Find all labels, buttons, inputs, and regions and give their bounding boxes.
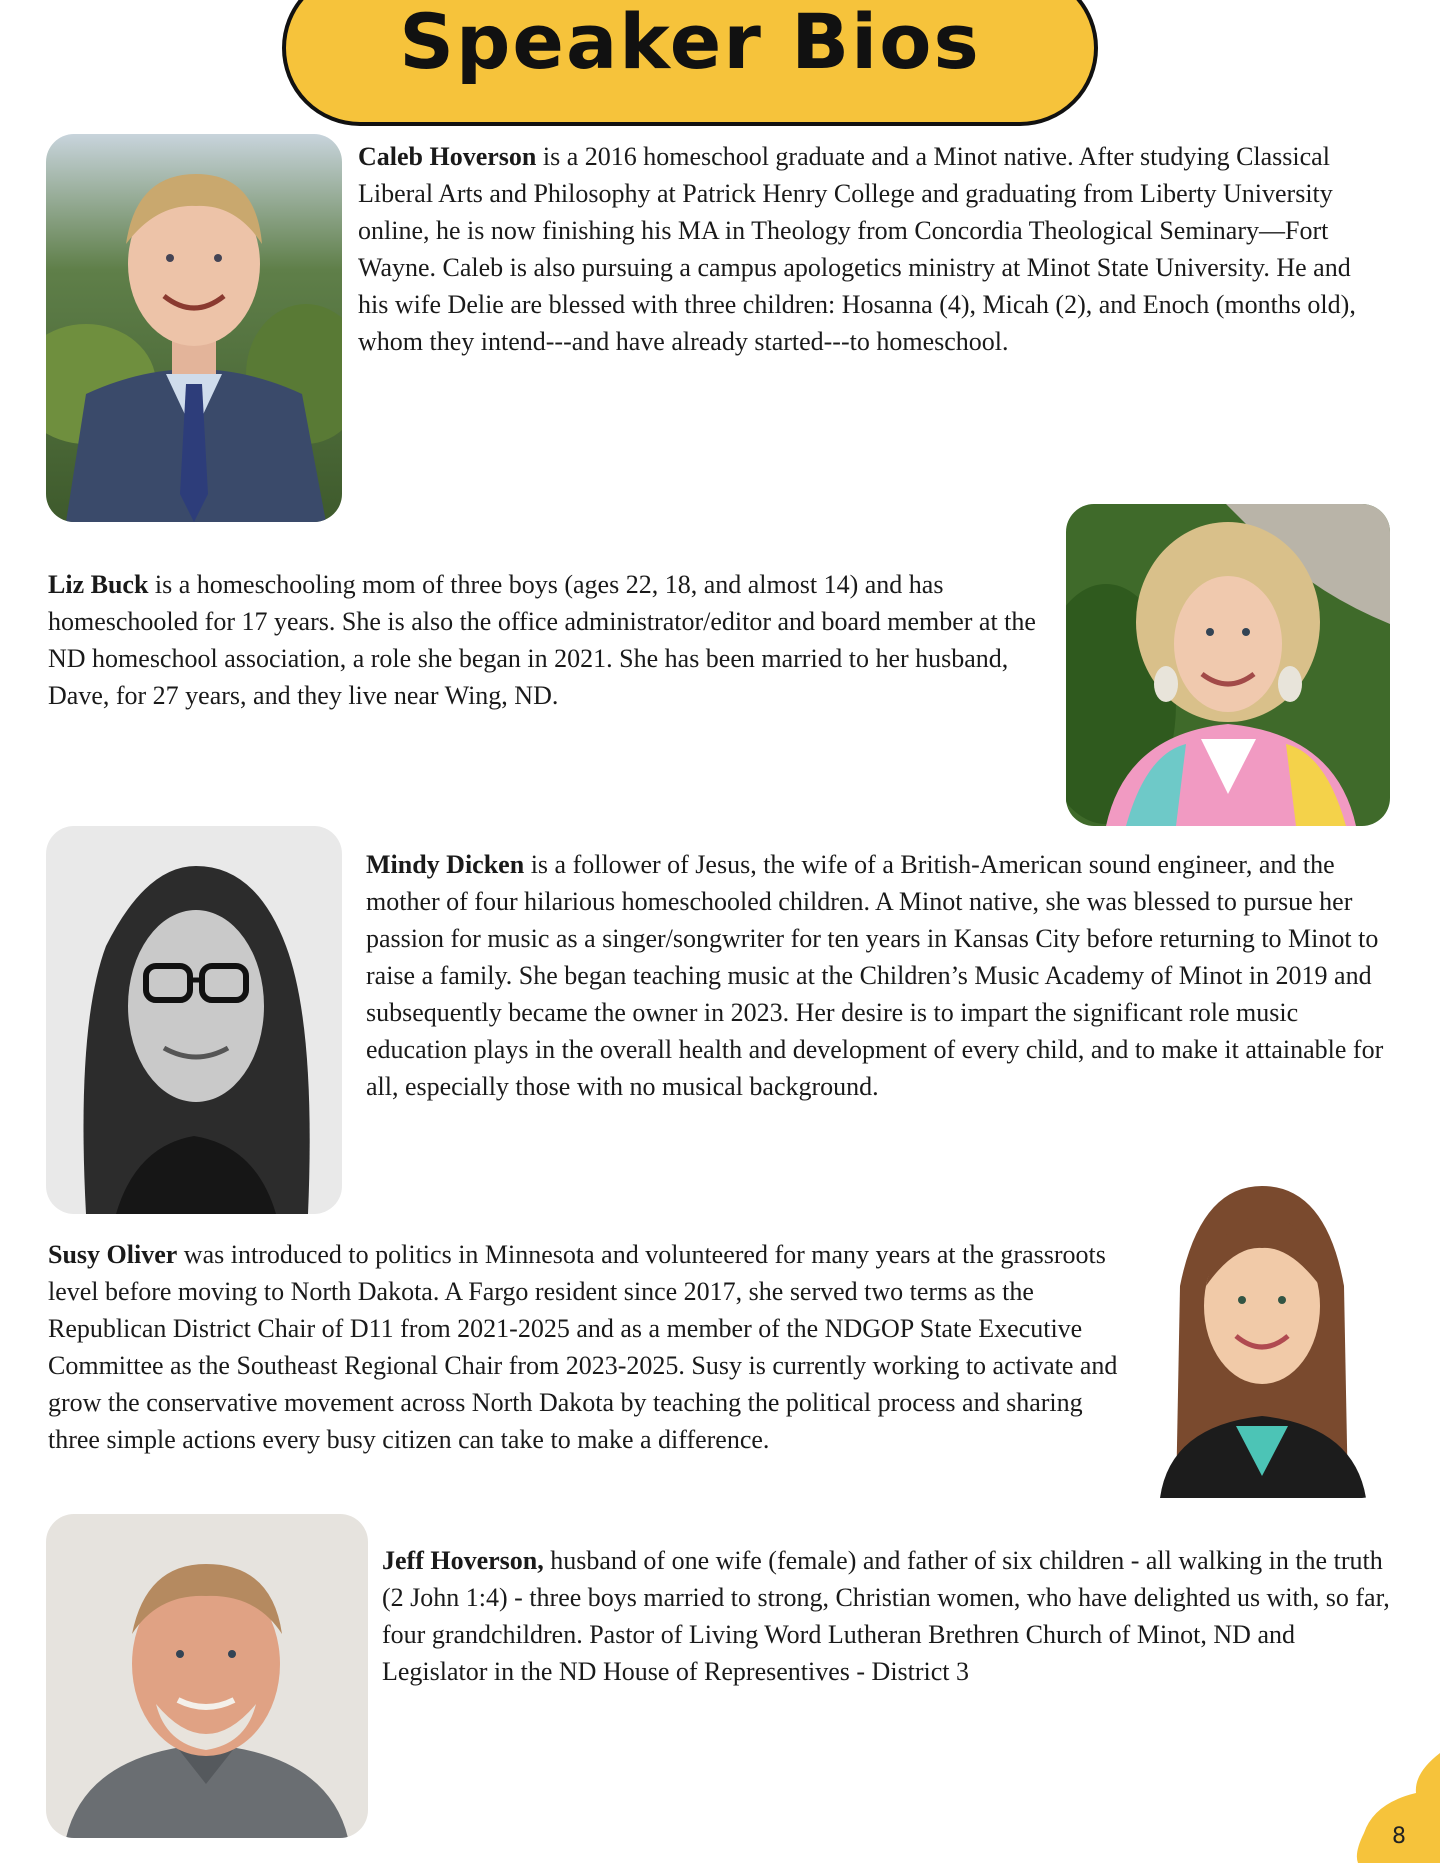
speaker-name: Mindy Dicken xyxy=(366,850,525,879)
page-title: Speaker Bios xyxy=(399,0,981,86)
speaker-name: Liz Buck xyxy=(48,570,149,599)
speaker-name: Susy Oliver xyxy=(48,1240,178,1269)
speaker-name: Jeff Hoverson, xyxy=(382,1546,544,1575)
speaker-photo-mindy-dicken xyxy=(46,826,342,1214)
speaker-bio-liz-buck: Liz Buck is a homeschooling mom of three boys (ages 22, 18, and almost 14) and has homeschooled for 17 years. She is also the office administrator/editor and board member at the ND homeschool association, a role she began in 2021. She has been married to her husband, Dave, for 27 years, and they live near Wing, ND. xyxy=(48,570,1036,710)
speaker-photo-caleb-hoverson xyxy=(46,134,342,522)
speaker-photo-susy-oliver xyxy=(1140,1176,1382,1498)
speaker-name: Caleb Hoverson xyxy=(358,142,537,171)
speaker-bio-mindy-dicken: Mindy Dicken is a follower of Jesus, the wife of a British-American sound engineer, and the mother of four hilarious homeschooled children. A Minot native, she was blessed to pursue her passion for music as a singer/songwriter for ten years in Kansas City before returning to Minot to raise a family. She began teaching music at the Children’s Music Academy of Minot in 2019 and subsequently became the owner in 2023. Her desire is to impart the significant role music education plays in the overall health and development of every child, and to make it attainable for all, especially those with no musical background. xyxy=(366,850,1384,1101)
speaker-photo-liz-buck xyxy=(1066,504,1390,826)
speaker-bio-jeff-hoverson: Jeff Hoverson, husband of one wife (female) and father of six children - all walking in the truth (2 John 1:4) - three boys married to strong, Christian women, who have delighted us with, so far, four grandchildren. Pastor of Living Word Lutheran Brethren Church of Minot, ND and Legislator in the ND House of Representives - District 3 xyxy=(382,1546,1390,1686)
page-header-banner xyxy=(282,0,1098,126)
speaker-photo-jeff-hoverson xyxy=(46,1514,368,1838)
speaker-bio-susy-oliver: Susy Oliver was introduced to politics in Minnesota and volunteered for many years at the grassroots level before moving to North Dakota. A Fargo resident since 2017, she served two terms as the Republican District Chair of D11 from 2021-2025 and as a member of the NDGOP State Executive Committee as the Southeast Regional Chair from 2023-2025. Susy is currently working to activate and grow the conservative movement across North Dakota by teaching the political process and sharing three simple actions every busy citizen can take to make a difference. xyxy=(48,1240,1118,1454)
page-number: 8 xyxy=(1392,1824,1406,1849)
speaker-bio-caleb-hoverson: Caleb Hoverson is a 2016 homeschool graduate and a Minot native. After studying Classical Liberal Arts and Philosophy at Patrick Henry College and graduating from Liberty University online, he is now finishing his MA in Theology from Concordia Theological Seminary—Fort Wayne. Caleb is also pursuing a campus apologetics ministry at Minot State University. He and his wife Delie are blessed with three children: Hosanna (4), Micah (2), and Enoch (months old), whom they intend---and have already started---to homeschool. xyxy=(358,142,1356,356)
